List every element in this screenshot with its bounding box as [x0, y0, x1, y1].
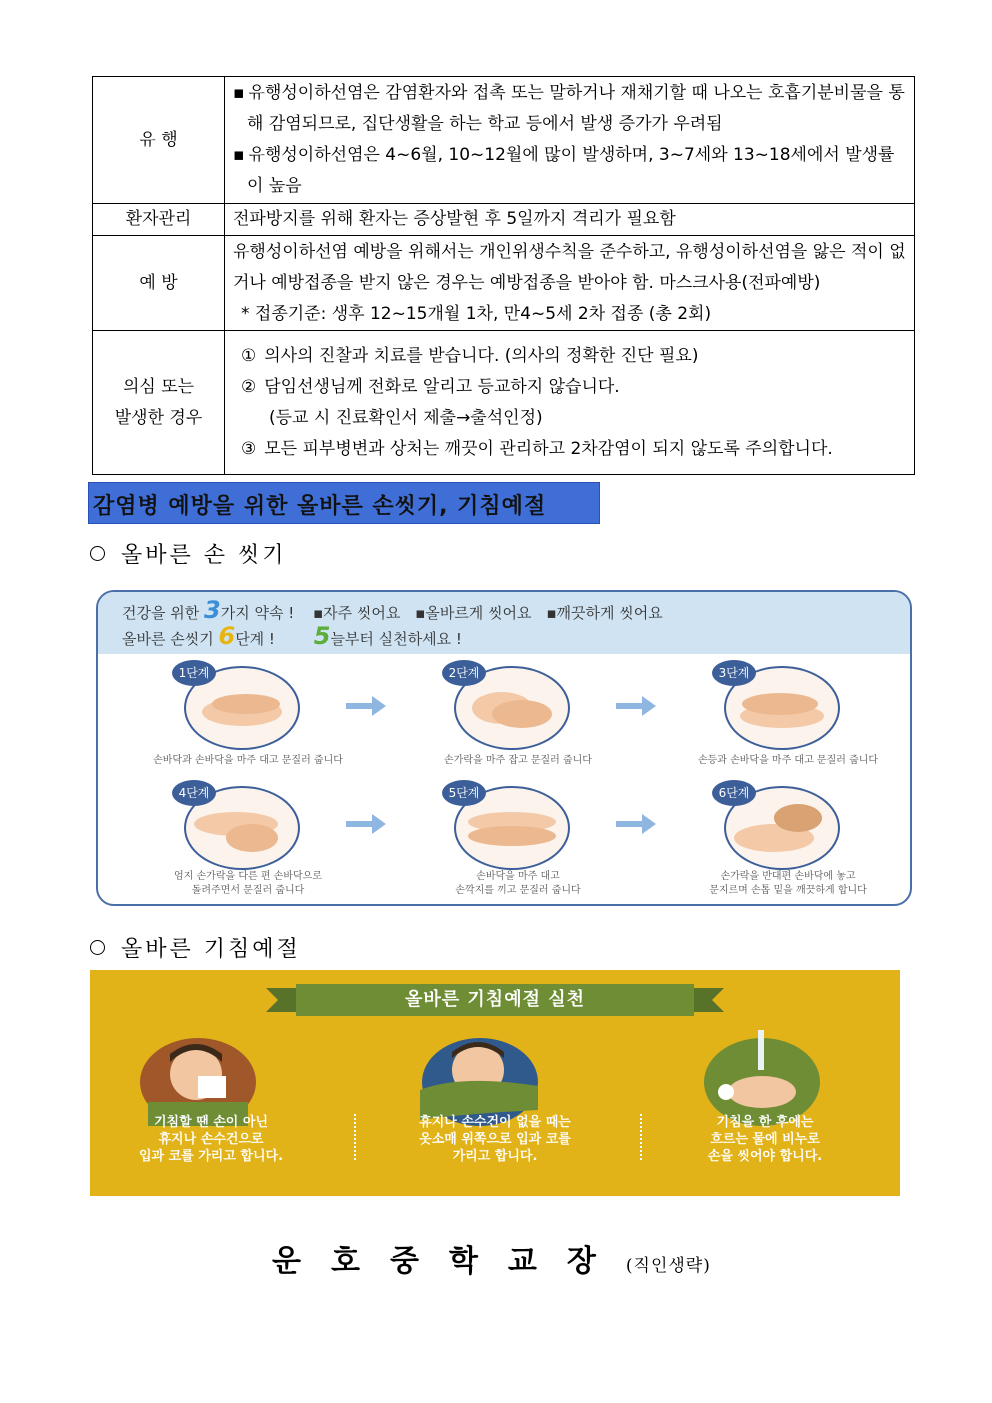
- step-caption: 문지르며 손톱 밑을 깨끗하게 합니다: [709, 885, 867, 896]
- row-label: 예 방: [93, 236, 225, 331]
- row-suspected-case: [93, 331, 915, 475]
- arrow-right-icon: [616, 814, 656, 834]
- row-label-line1: 의심 또는: [122, 376, 195, 397]
- step-badge: 2단계: [442, 660, 486, 686]
- row-prevention: [93, 236, 915, 331]
- vaccination-note: * 접종기준: 생후 12~15개월 1차, 만4~5세 2차 접종 (총 2회): [241, 303, 712, 324]
- step-caption: 엄지 손가락을 다른 편 손바닥으로: [174, 871, 322, 882]
- numbered-step: ① 의사의 진찰과 치료를 받습니다. (의사의 정확한 진단 필요): [241, 345, 699, 366]
- step-caption: 손깍지를 끼고 문질러 줍니다: [455, 885, 581, 896]
- step-badge: 3단계: [712, 660, 756, 686]
- step-badge: 5단계: [442, 780, 486, 806]
- handwash-faucet-illustration: [702, 1030, 822, 1126]
- section-title: 감염병 예방을 위한 올바른 손씻기, 기침예절: [93, 494, 547, 519]
- bullet-item: ▪ 유행성이하선염은 4~6월, 10~12월에 많이 발생하며, 3~7세와 13~18세에서 발생률이 높음: [233, 140, 908, 202]
- arrow-right-icon: [616, 696, 656, 716]
- promise-line: 건강을 위한 3가지 약속 ! ▪자주 씻어요 ▪올바르게 씻어요 ▪깨끗하게 씻어요: [122, 596, 663, 624]
- step-badge: 6단계: [712, 780, 756, 806]
- steps-line: 올바른 손씻기 6단계 ! 5늘부터 실천하세요 !: [122, 622, 462, 650]
- step-caption: 돌려주면서 문질러 줍니다: [191, 885, 305, 896]
- step-caption: 손가락을 반대편 손바닥에 놓고: [720, 871, 856, 882]
- step-badge: 4단계: [172, 780, 216, 806]
- row-label: 환자관리: [93, 204, 225, 236]
- school-principal-signature: [272, 1236, 711, 1280]
- arrow-right-icon: [346, 696, 386, 716]
- circle-bullet-icon: [90, 940, 105, 955]
- banner-title: 올바른 기침예절 실천: [404, 989, 586, 1010]
- cough-heading: 올바른 기침예절: [90, 932, 301, 963]
- handwash-infographic: [96, 590, 912, 906]
- cough-etiquette-infographic: [90, 970, 900, 1196]
- info-table: [92, 76, 915, 475]
- numbered-step: ② 담임선생님께 전화로 알리고 등교하지 않습니다.: [241, 376, 620, 397]
- handwash-banner: [98, 592, 910, 654]
- row-label-line2: 발생한 경우: [114, 407, 203, 428]
- numbered-step: ③ 모든 피부병변과 상처는 깨끗이 관리하고 2차감염이 되지 않도록 주의합니다.: [241, 438, 833, 459]
- dotted-divider: [354, 1114, 358, 1160]
- section-header: [88, 482, 600, 524]
- row-text: 전파방지를 위해 환자는 증상발현 후 5일까지 격리가 필요함: [225, 204, 915, 236]
- cough-caption-2: 휴지나 손수건이 없을 때는 옷소매 위쪽으로 입과 코를 가리고 합니다.: [419, 1115, 571, 1164]
- arrow-right-icon: [346, 814, 386, 834]
- seal-omitted-note: (직인생략): [625, 1256, 711, 1276]
- row-epidemic: [93, 77, 915, 204]
- step-caption: 손바닥과 손바닥을 마주 대고 문질러 줍니다: [153, 755, 343, 766]
- cough-caption-3: 기침을 한 후에는 흐르는 물에 비누로 손을 씻어야 합니다.: [707, 1115, 823, 1164]
- tissue-cough-illustration: [138, 1030, 258, 1126]
- cough-banner: [296, 984, 694, 1016]
- step-caption: 손등과 손바닥을 마주 대고 문질러 줍니다: [697, 755, 879, 766]
- step-badge: 1단계: [172, 660, 216, 686]
- circle-bullet-icon: [90, 546, 105, 561]
- sleeve-cough-illustration: [420, 1030, 540, 1126]
- bullet-item: ▪ 유행성이하선염은 감염환자와 접촉 또는 말하거나 재채기할 때 나오는 호흡기분비물을 통해 감염되므로, 집단생활을 하는 학교 등에서 발생 증가가 우려됨: [233, 78, 908, 140]
- step-caption: 손바닥을 마주 대고: [476, 871, 560, 882]
- principal-title: 운호중학교장: [272, 1244, 626, 1279]
- step-caption: 손가락을 마주 잡고 문질러 줍니다: [444, 755, 592, 766]
- cough-caption-1: 기침할 땐 손이 아닌 휴지나 손수건으로 입과 코를 가리고 합니다.: [138, 1115, 284, 1164]
- step-sub-note: (등교 시 진료확인서 제출→출석인정): [269, 407, 543, 428]
- handwash-heading: 올바른 손 씻기: [90, 538, 287, 569]
- row-label: 유 행: [93, 77, 225, 204]
- row-patient-management: [93, 204, 915, 236]
- dotted-divider: [640, 1114, 644, 1160]
- row-text: 유행성이하선염 예방을 위해서는 개인위생수칙을 준수하고, 유행성이하선염을 앓은 적이 없거나 예방접종을 받지 않은 경우는 예방접종을 받아야 함. 마스크사용(전파예방): [233, 241, 906, 293]
